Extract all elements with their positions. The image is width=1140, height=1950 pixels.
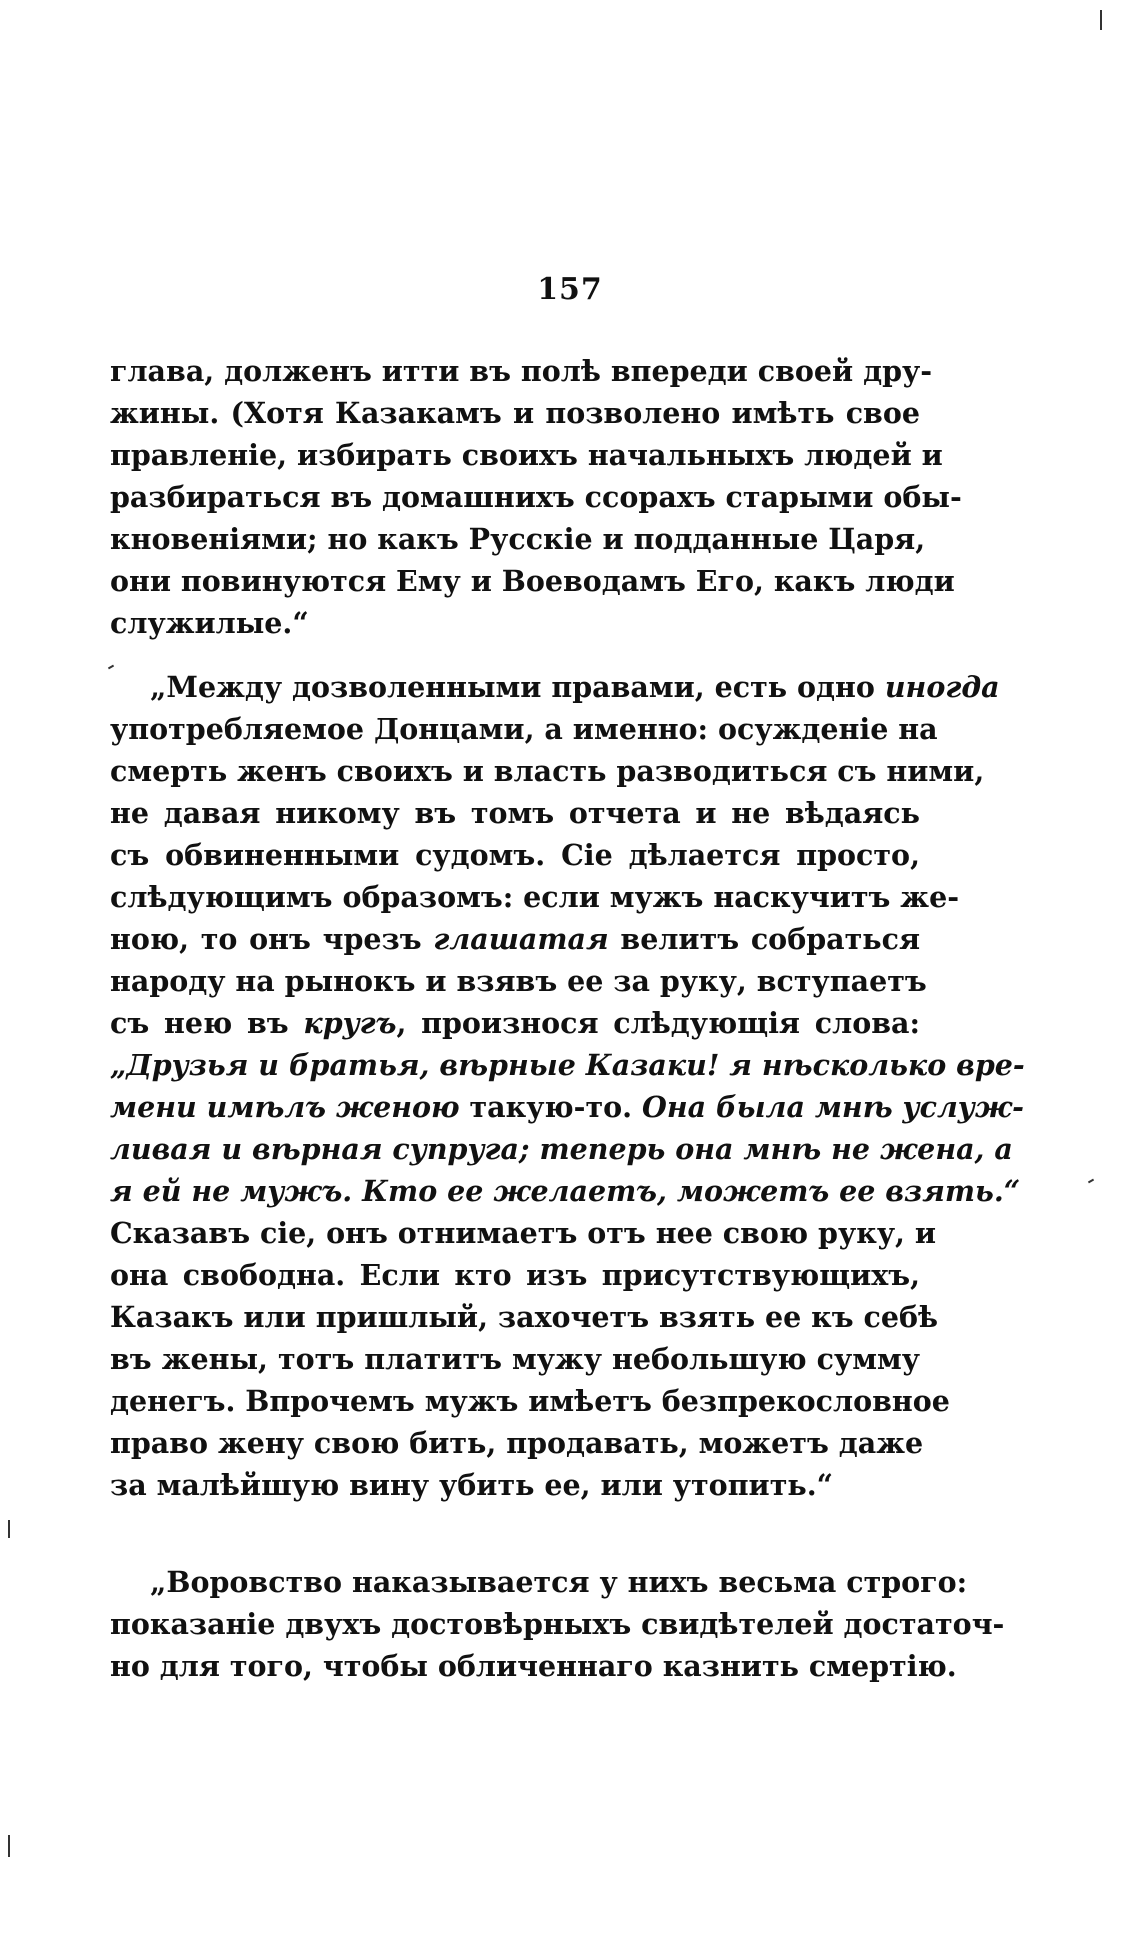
- text-span: за малѣйшую вину убить ее, или утопить.“: [110, 1468, 834, 1502]
- text-span: съ нею въ: [110, 1006, 304, 1040]
- text-span: они повинуются Ему и Воеводамъ Его, какъ люди: [110, 564, 955, 598]
- text-line: [110, 1128, 1013, 1170]
- text-span: денегъ. Впрочемъ мужъ имѣетъ безпрекословное: [110, 1384, 950, 1418]
- text-span: ною, то онъ чрезъ: [110, 922, 434, 956]
- text-span: разбираться въ домашнихъ ссорахъ старыми обы-: [110, 480, 962, 514]
- page-number: 157: [537, 272, 603, 307]
- text-line: [110, 834, 920, 876]
- text-span: показаніе двухъ достовѣрныхъ свидѣтелей достаточ-: [110, 1607, 1005, 1641]
- italic-text: глашатая: [433, 922, 609, 956]
- text-span: жины. (Хотя Казакамъ и позволено имѣть свое: [110, 396, 920, 430]
- text-span: право жену свою бить, продавать, можетъ даже: [110, 1426, 924, 1460]
- text-line: [110, 1170, 1021, 1212]
- text-line: [110, 434, 943, 476]
- italic-text: кругъ: [303, 1006, 397, 1040]
- paragraph-1: [110, 350, 962, 644]
- text-span: такую-то.: [459, 1090, 643, 1124]
- text-span: Сказавъ сіе, онъ отнимаетъ отъ нее свою руку, и: [110, 1216, 937, 1250]
- text-line: [110, 1044, 1025, 1086]
- text-line: [110, 666, 1000, 708]
- text-line: [110, 1603, 1005, 1645]
- text-span: слѣдующимъ образомъ: если мужъ наскучитъ же-: [110, 880, 960, 914]
- text-line: [110, 1338, 920, 1380]
- text-line: [110, 1086, 1024, 1128]
- scan-speck: [1088, 1179, 1094, 1184]
- text-span: употребляемое Донцами, а именно: осужденіе на: [110, 712, 938, 746]
- text-line: [110, 476, 962, 518]
- paragraph-3: [110, 1561, 1005, 1687]
- text-span: она свободна. Если кто изъ присутствующихъ,: [110, 1258, 920, 1292]
- text-line: [110, 1212, 937, 1254]
- text-line: [110, 602, 920, 644]
- scan-speck: [1100, 10, 1102, 30]
- text-line: [110, 1422, 924, 1464]
- text-span: глава, долженъ итти въ полѣ впереди своей дру-: [110, 354, 933, 388]
- text-line: [110, 1464, 920, 1506]
- italic-text: мени имѣлъ женою: [110, 1090, 460, 1124]
- italic-text: я ей не мужъ. Кто ее желаетъ, можетъ ее взять.“: [110, 1174, 1021, 1208]
- scan-speck: [8, 1835, 10, 1857]
- italic-text: иногда: [884, 670, 1000, 704]
- text-line: [110, 960, 927, 1002]
- text-line: [110, 708, 938, 750]
- text-line: [110, 750, 985, 792]
- italic-text: ливая и вѣрная супруга; теперь она мнѣ не жена, а: [110, 1132, 1013, 1166]
- text-span: Казакъ или пришлый, захочетъ взять ее къ себѣ: [110, 1300, 939, 1334]
- italic-text: Она была мнѣ услуж-: [642, 1090, 1024, 1124]
- text-span: народу на рынокъ и взявъ ее за руку, вступаетъ: [110, 964, 927, 998]
- text-span: не давая никому въ томъ отчета и не вѣдаясь: [110, 796, 920, 830]
- text-line: [110, 1296, 939, 1338]
- text-line: [110, 350, 933, 392]
- text-line: [110, 1645, 957, 1687]
- text-span: въ жены, тотъ платитъ мужу небольшую сумму: [110, 1342, 920, 1376]
- paragraph-2: [110, 666, 1025, 1506]
- text-span: съ обвиненными судомъ. Сіе дѣлается просто,: [110, 838, 920, 872]
- text-line: [110, 876, 960, 918]
- text-span: смерть женъ своихъ и власть разводиться съ ними,: [110, 754, 985, 788]
- text-line: [110, 918, 920, 960]
- text-line: [110, 518, 926, 560]
- text-span: велитъ собраться: [608, 922, 921, 956]
- text-span: правленіе, избирать своихъ начальныхъ людей и: [110, 438, 943, 472]
- text-span: но для того, чтобы обличеннаго казнить смертію.: [110, 1649, 957, 1683]
- text-span: служилые.“: [110, 606, 309, 640]
- italic-text: „Друзья и братья, вѣрные Казаки! я нѣсколько вре-: [110, 1048, 1025, 1082]
- text-span: „Воровство наказывается у нихъ весьма строго:: [150, 1565, 968, 1599]
- text-line: [110, 560, 955, 602]
- text-line: [110, 392, 920, 434]
- text-line: [110, 1380, 950, 1422]
- text-span: , произнося слѣдующія слова:: [396, 1006, 920, 1040]
- text-span: „Между дозволенными правами, есть одно: [150, 670, 885, 704]
- scan-speck: [8, 1520, 10, 1538]
- text-line: [110, 1254, 920, 1296]
- text-line: [110, 792, 920, 834]
- text-line: [110, 1002, 920, 1044]
- text-line: [110, 1561, 968, 1603]
- text-span: кновеніями; но какъ Русскіе и подданные Царя,: [110, 522, 926, 556]
